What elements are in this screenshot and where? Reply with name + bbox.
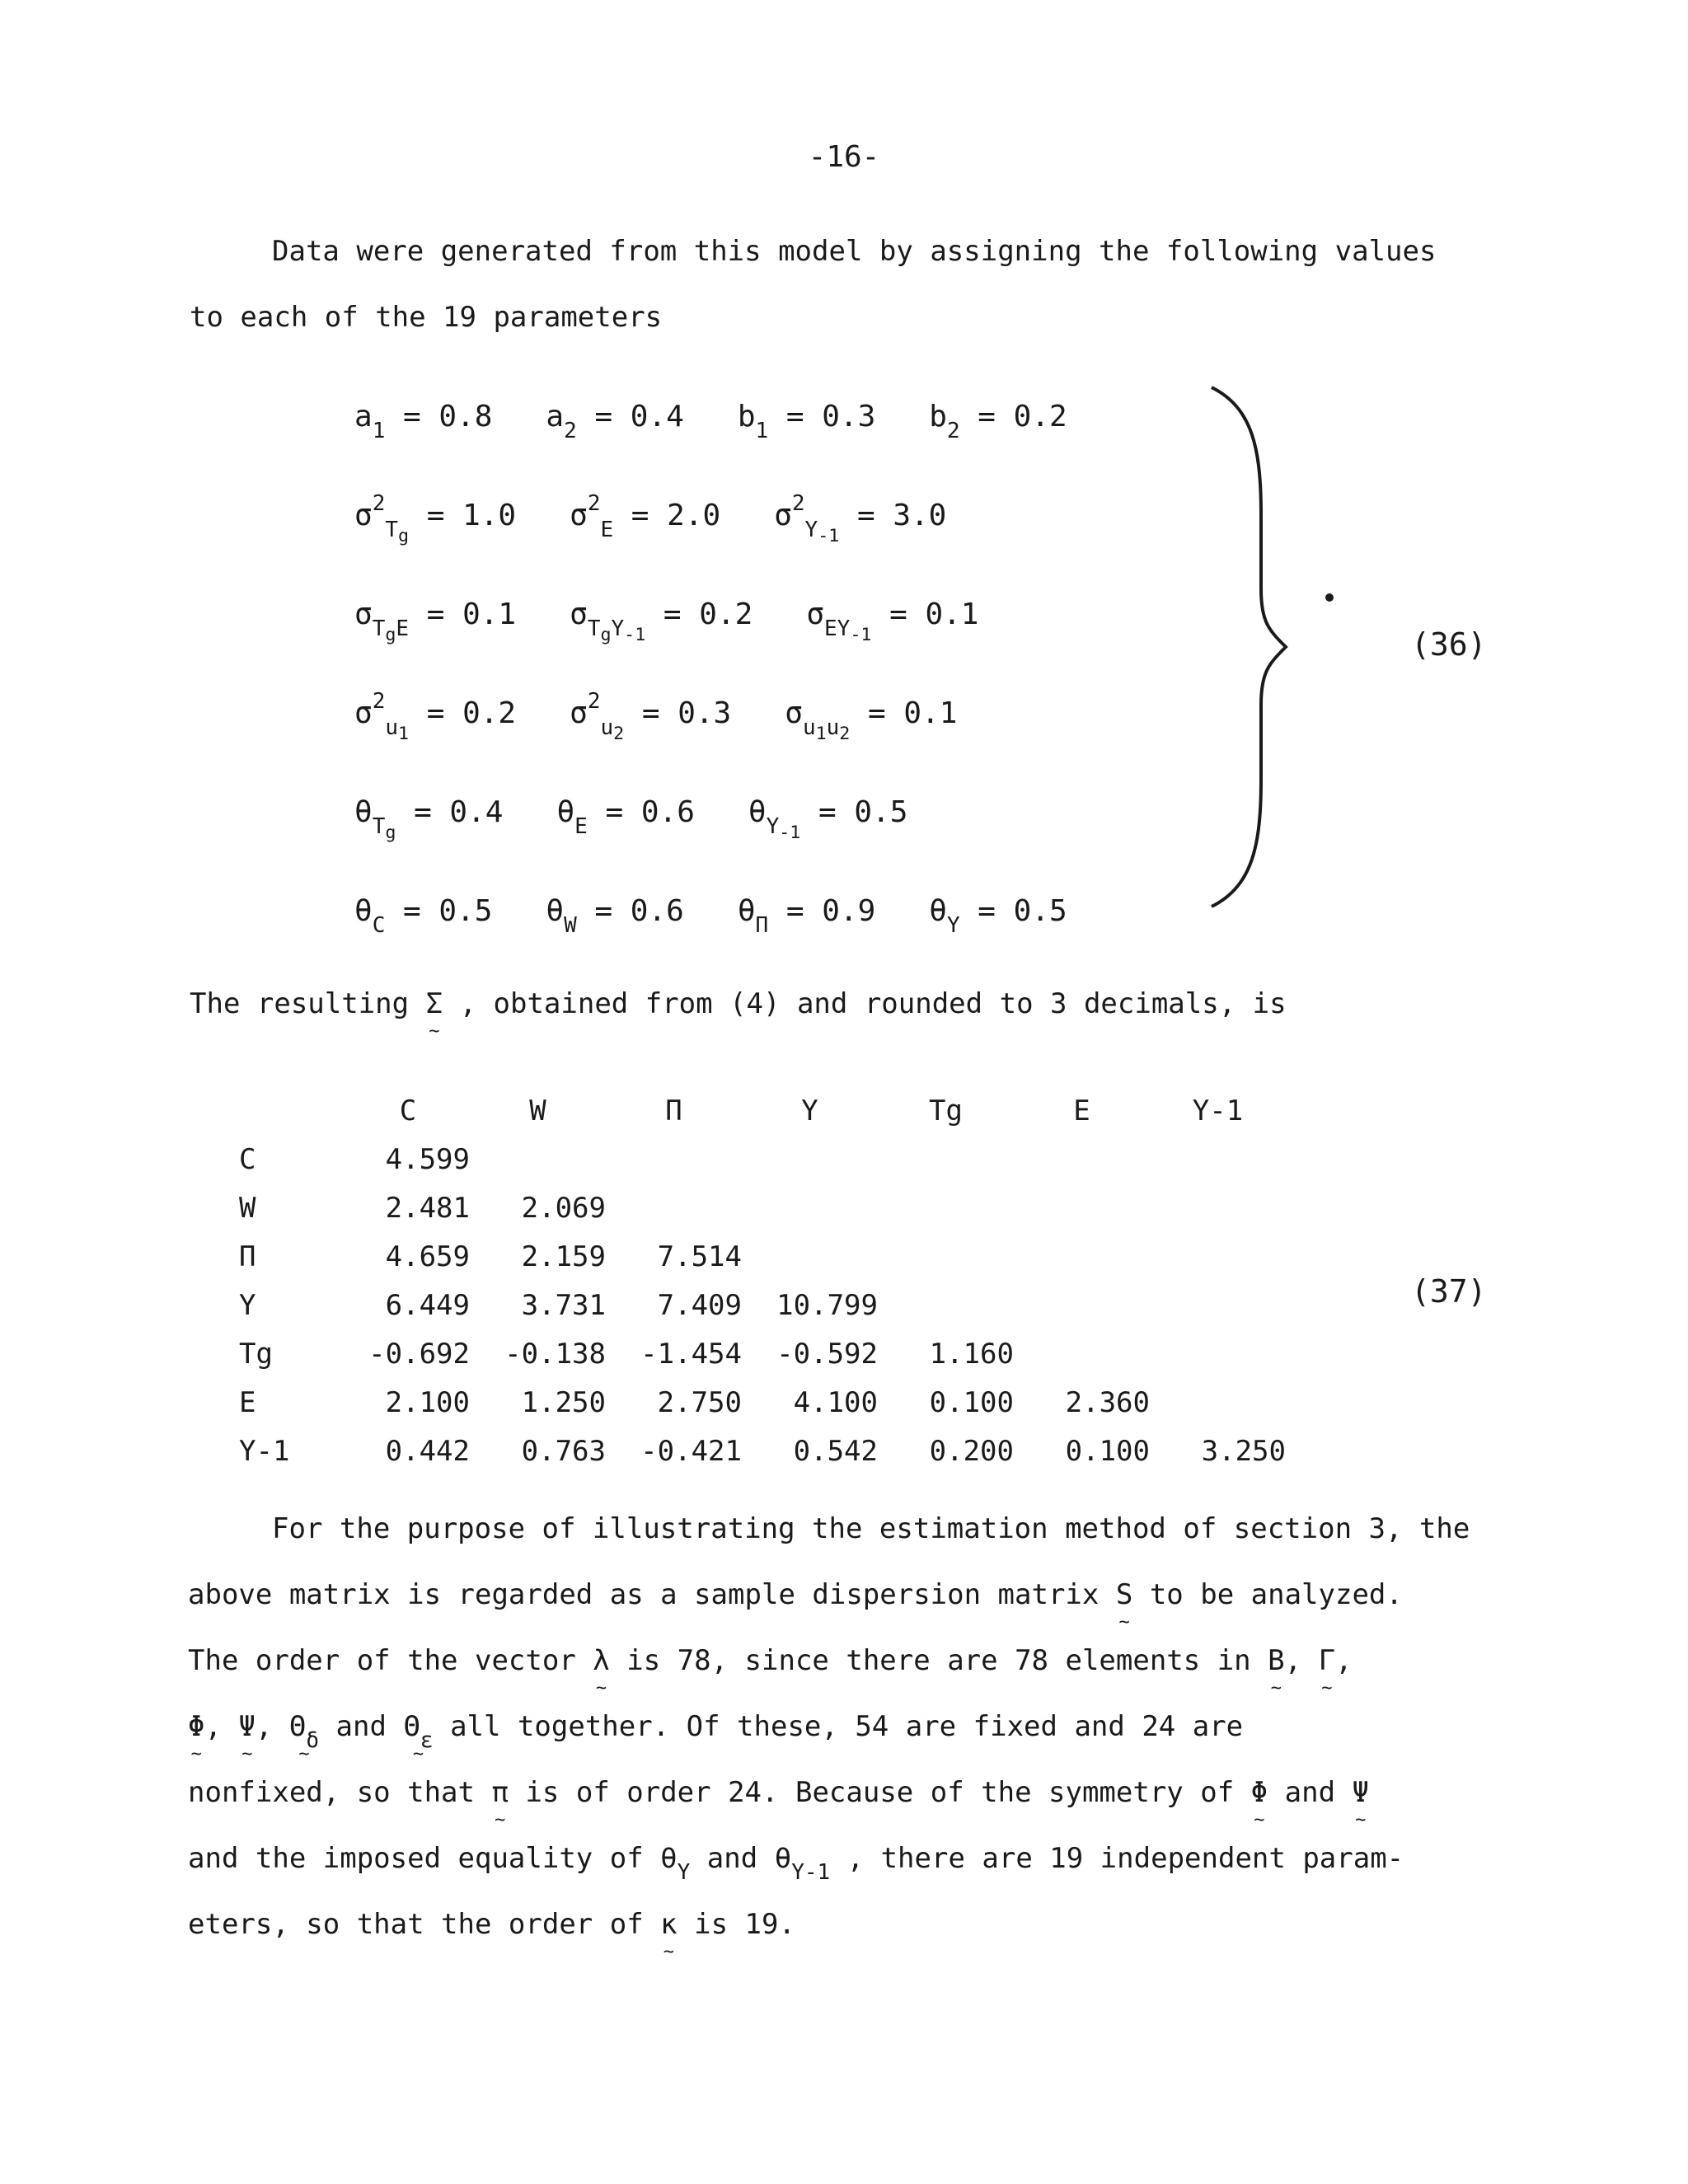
sigma-tgy1-value: 0.2	[699, 598, 753, 631]
matrix-cell: -0.692	[368, 1337, 470, 1371]
col-header-e: E	[1073, 1094, 1090, 1127]
row-label: Π	[239, 1240, 256, 1273]
matrix-cell: 4.100	[793, 1385, 878, 1419]
matrix-cell: 2.360	[1065, 1385, 1150, 1419]
l5-and: and	[1284, 1776, 1336, 1809]
col-header-y: Y	[801, 1094, 818, 1127]
l6-and: and	[706, 1842, 758, 1875]
matrix-cell: 0.100	[1065, 1434, 1150, 1468]
theta-c-value: 0.5	[438, 894, 493, 928]
matrix-cell: 0.100	[929, 1385, 1014, 1419]
page-number: -16-	[808, 140, 880, 174]
col-header-w: W	[529, 1094, 546, 1127]
delta-subscript: δ	[306, 1728, 320, 1753]
sigma-ey1-value: 0.1	[925, 598, 979, 631]
theta-w-value: 0.6	[630, 894, 684, 928]
matrix-row	[239, 1378, 1286, 1427]
matrix-cell: 6.449	[385, 1288, 470, 1322]
matrix-cell: 2.069	[521, 1191, 606, 1225]
l3-comma-1: ,	[1284, 1644, 1302, 1677]
sigma2-u1-value: 0.2	[462, 696, 517, 730]
matrix-cell: 2.750	[657, 1385, 742, 1419]
a1-value: 0.8	[438, 400, 493, 434]
matrix-cell: 2.100	[385, 1385, 470, 1419]
matrix-cell: 0.763	[521, 1434, 606, 1468]
matrix-cell: 4.599	[385, 1142, 470, 1176]
l2-text-a: above matrix is regarded as a sample dispersion matrix	[188, 1578, 1100, 1611]
symbol-kappa: κ ~	[660, 1908, 677, 1941]
symbol-psi-2: Ψ ~	[1353, 1776, 1369, 1809]
symbol-theta-delta	[288, 1710, 320, 1753]
l7-text-a: eters, so that the order of	[188, 1908, 644, 1941]
l5-text-a: nonfixed, so that	[188, 1776, 475, 1809]
closing-line-5	[188, 1776, 1369, 1809]
theta-glyph: Θ	[288, 1710, 307, 1743]
y-subscript: Y	[677, 1860, 691, 1885]
theta-y-1	[774, 1842, 831, 1885]
closing-line-7	[188, 1908, 795, 1941]
matrix-row	[239, 1183, 1286, 1232]
row-label: W	[239, 1191, 256, 1225]
eq-row-2: $\sigma^2_{T_g} = 1.0$ $\sigma^2_E = 2.0$ $\sigma^2_{Y_{-1}} = 3.0$	[354, 491, 947, 547]
matrix-cell: 7.409	[657, 1288, 742, 1322]
col-header-pi: Π	[665, 1094, 682, 1127]
symbol-lambda: λ ~	[593, 1644, 609, 1677]
symbol-s: S ~	[1116, 1578, 1132, 1611]
matrix-cell: 10.799	[776, 1288, 878, 1322]
matrix-cell: -0.421	[640, 1434, 742, 1468]
theta-glyph: θ	[660, 1842, 678, 1875]
sigma2-e-value: 2.0	[667, 499, 721, 532]
theta-y-value: 0.5	[1013, 894, 1067, 928]
sigma-u1u2-value: 0.1	[903, 696, 958, 730]
matrix-row	[239, 1135, 1286, 1183]
sigma2-u2-value: 0.3	[678, 696, 732, 730]
col-header-y1: Y-1	[1192, 1094, 1244, 1127]
row-label: E	[239, 1385, 256, 1419]
col-header-c: C	[399, 1094, 417, 1127]
matrix-row	[239, 1232, 1286, 1281]
period-dot	[1325, 593, 1334, 602]
theta-e-value: 0.6	[640, 795, 695, 829]
symbol-theta-epsilon	[403, 1710, 434, 1753]
eq-row-3: $\sigma_{T_gE} = 0.1$ $\sigma_{T_gY_{-1}} = 0.2$ $\sigma_{EY_{-1}} = 0.1$	[354, 598, 979, 646]
symbol-phi: Φ ~	[188, 1710, 204, 1743]
matrix-cell: 3.250	[1201, 1434, 1286, 1468]
matrix-cell: 0.200	[929, 1434, 1014, 1468]
resulting-line	[190, 987, 1287, 1020]
matrix-cell: 0.542	[793, 1434, 878, 1468]
row-label: C	[239, 1142, 256, 1176]
closing-line-6	[188, 1842, 1404, 1885]
symbol-gamma: Γ ~	[1319, 1644, 1335, 1677]
l6-text-a: and the imposed equality of	[188, 1842, 644, 1875]
resulting-after: , obtained from (4) and rounded to 3 decimals, is	[459, 987, 1287, 1020]
sigma-symbol: Σ ~	[426, 987, 443, 1020]
l7-text-c: is 19.	[694, 1908, 795, 1941]
equation-number-36: (36)	[1411, 626, 1487, 663]
matrix-cell: 1.160	[929, 1337, 1014, 1371]
equation-number-37: (37)	[1411, 1273, 1487, 1310]
row-label: Y-1	[239, 1434, 290, 1468]
closing-line-1: For the purpose of illustrating the estimation method of section 3, the	[272, 1512, 1470, 1545]
matrix-cell: 3.731	[521, 1288, 606, 1322]
eq-row-5: $\theta_{T_g} = 0.4$ $\theta_E = 0.6$ $\theta_{Y_{-1}} = 0.5$	[354, 795, 908, 844]
matrix-cell: 4.659	[385, 1240, 470, 1273]
a2-value: 0.4	[630, 400, 684, 434]
sigma2-tg-value: 1.0	[462, 499, 517, 532]
theta-pi-value: 0.9	[822, 894, 876, 928]
eq-row-4: $\sigma^2_{u_1} = 0.2$ $\sigma^2_{u_2} = 0.3$ $\sigma_{u_1u_2} = 0.1$	[354, 689, 958, 745]
matrix-cell: 7.514	[657, 1240, 742, 1273]
sigma-tge-value: 0.1	[462, 598, 517, 631]
symbol-phi-2: Φ ~	[1251, 1776, 1268, 1809]
eq-row-6: $\theta_C = 0.5$ $\theta_W = 0.6$ $\theta_\Pi = 0.9$ $\theta_Y = 0.5$	[354, 894, 1067, 938]
intro-line-2: to each of the 19 parameters	[190, 301, 663, 334]
resulting-before: The resulting	[190, 987, 410, 1020]
l4-comma-1: ,	[204, 1710, 222, 1743]
epsilon-subscript: ε	[420, 1728, 434, 1753]
theta-y1-value: 0.5	[854, 795, 908, 829]
intro-line-1: Data were generated from this model by assigning the following values	[272, 235, 1437, 268]
l5-text-c: is of order 24. Because of the symmetry of	[525, 1776, 1235, 1809]
theta-glyph: Θ	[403, 1710, 420, 1743]
closing-line-4	[188, 1710, 1244, 1753]
b1-value: 0.3	[822, 400, 876, 434]
matrix-cell: 2.481	[385, 1191, 470, 1225]
matrix-row	[239, 1427, 1286, 1475]
theta-glyph: θ	[774, 1842, 792, 1875]
matrix-cell: -0.592	[776, 1337, 878, 1371]
l4-text-j: all together. Of these, 54 are fixed and 24 are	[450, 1710, 1244, 1743]
symbol-pi: π ~	[491, 1776, 508, 1809]
row-label: Tg	[239, 1337, 273, 1371]
matrix-cell: -1.454	[640, 1337, 742, 1371]
l4-comma-2: ,	[255, 1710, 273, 1743]
matrix-header-row	[239, 1086, 1286, 1135]
l3-text-a: The order of the vector	[188, 1644, 576, 1677]
l3-comma-2: ,	[1335, 1644, 1353, 1677]
theta-y	[660, 1842, 691, 1885]
y1-subscript: Y-1	[791, 1860, 831, 1885]
l6-text-g: , there are 19 independent param-	[846, 1842, 1404, 1875]
symbol-psi: Ψ ~	[238, 1710, 255, 1743]
l3-text-c: is 78, since there are 78 elements in	[626, 1644, 1251, 1677]
matrix-row	[239, 1281, 1286, 1329]
right-brace	[1203, 383, 1294, 911]
closing-line-3	[188, 1644, 1353, 1677]
matrix-cell: 0.442	[385, 1434, 470, 1468]
eq-row-1: $a_1 = 0.8$ $a_2 = 0.4$ $b_1 = 0.3$ $b_2 = 0.2$	[354, 400, 1067, 443]
sigma2-y1-value: 3.0	[893, 499, 947, 532]
matrix-cell: 2.159	[521, 1240, 606, 1273]
col-header-tg: Tg	[929, 1094, 963, 1127]
l2-text-c: to be analyzed.	[1149, 1578, 1403, 1611]
b2-value: 0.2	[1013, 400, 1067, 434]
matrix-cell: 1.250	[521, 1385, 606, 1419]
l4-and: and	[335, 1710, 387, 1743]
theta-tg-value: 0.4	[449, 795, 504, 829]
symbol-b: B ~	[1268, 1644, 1284, 1677]
sigma-matrix	[239, 1086, 1286, 1475]
closing-line-2	[188, 1578, 1403, 1611]
matrix-cell: -0.138	[504, 1337, 606, 1371]
row-label: Y	[239, 1288, 256, 1322]
matrix-row	[239, 1329, 1286, 1378]
